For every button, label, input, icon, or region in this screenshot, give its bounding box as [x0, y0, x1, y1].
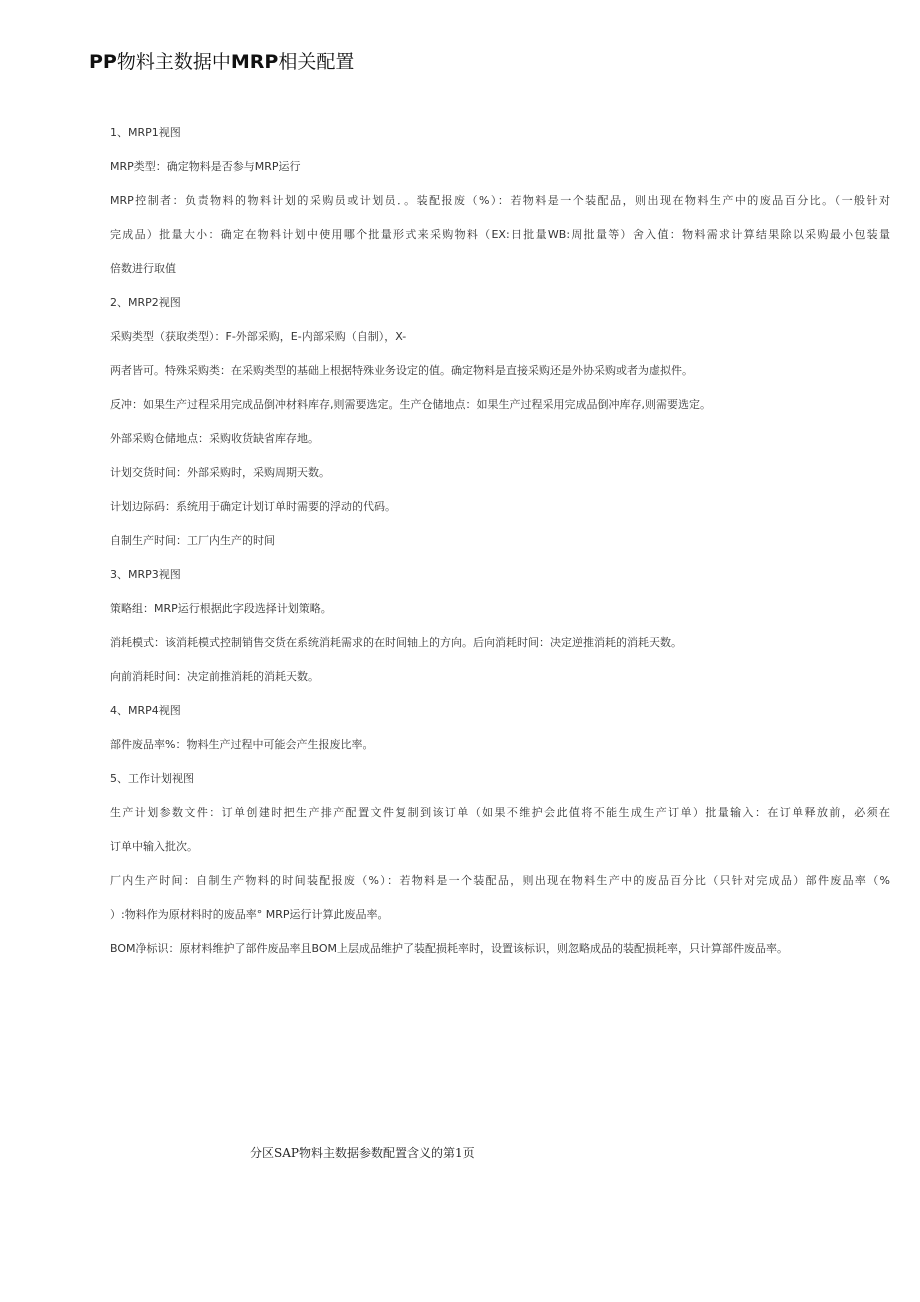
- paragraph-line: MRP类型：确定物料是否参与MRP运行: [110, 160, 301, 173]
- paragraph-line: ）:物料作为原材料时的废品率° MRP运行计算此废品率。: [110, 908, 389, 921]
- paragraph-line: MRP控制者：负责物料的物料计划的采购员或计划员．。装配报废（%）：若物料是一个装配品，则出现在物料生产中的废品百分比。（一般针对: [110, 194, 890, 207]
- paragraph-line: 订单中输入批次。: [110, 840, 198, 853]
- title-part-text-2: 相关配置: [278, 51, 355, 73]
- paragraph-line: 厂内生产时间：自制生产物料的时间装配报废（%）：若物料是一个装配品，则出现在物料生产中的废品百分比（只针对完成品）部件废品率（%: [110, 874, 890, 887]
- title-part-mrp: MRP: [230, 51, 279, 73]
- paragraph-line: 两者皆可。特殊采购类：在采购类型的基础上根据特殊业务设定的值。确定物料是直接采购还是外协采购或者为虚拟件。: [110, 364, 693, 377]
- paragraph-line: 外部采购仓储地点：采购收货缺省库存地。: [110, 432, 319, 445]
- paragraph-line: 向前消耗时间：决定前推消耗的消耗天数。: [110, 670, 319, 683]
- section-heading-work-plan: 5、工作计划视图: [110, 772, 194, 785]
- paragraph-line: 采购类型（获取类型）：F-外部采购，E-内部采购（自制），X-: [110, 330, 407, 343]
- page-footer: 分区SAP物料主数据参数配置含义的第1页: [250, 1146, 475, 1160]
- page-title: [89, 49, 354, 75]
- paragraph-line: 完成品）批量大小：确定在物料计划中使用哪个批量形式来采购物料（EX:日批量WB:周批量等）舍入值：物料需求计算结果除以采购最小包装量: [110, 228, 890, 241]
- paragraph-line: 反冲：如果生产过程采用完成品倒冲材料库存,则需要选定。生产仓储地点：如果生产过程采用完成品倒冲库存,则需要选定。: [110, 398, 711, 411]
- paragraph-line: 自制生产时间：工厂内生产的时间: [110, 534, 275, 547]
- section-heading-mrp2: 2、MRP2视图: [110, 296, 181, 309]
- paragraph-line: 策略组：MRP运行根据此字段选择计划策略。: [110, 602, 332, 615]
- title-part-text-1: 物料主数据中: [116, 51, 231, 73]
- paragraph-line: 消耗模式：该消耗模式控制销售交货在系统消耗需求的在时间轴上的方向。后向消耗时间：决定逆推消耗的消耗天数。: [110, 636, 682, 649]
- section-heading-mrp3: 3、MRP3视图: [110, 568, 181, 581]
- paragraph-line: BOM净标识：原材料维护了部件废品率且BOM上层成品维护了装配损耗率时，设置该标识，则忽略成品的装配损耗率，只计算部件废品率。: [110, 942, 788, 955]
- section-heading-mrp1: 1、MRP1视图: [110, 126, 181, 139]
- title-part-pp: PP: [89, 51, 117, 73]
- paragraph-line: 计划交货时间：外部采购时，采购周期天数。: [110, 466, 330, 479]
- paragraph-line: 计划边际码：系统用于确定计划订单时需要的浮动的代码。: [110, 500, 396, 513]
- paragraph-line: 部件废品率%：物料生产过程中可能会产生报废比率。: [110, 738, 374, 751]
- paragraph-line: 生产计划参数文件：订单创建时把生产排产配置文件复制到该订单（如果不维护会此值将不能生成生产订单）批量输入：在订单释放前，必须在: [110, 806, 890, 819]
- document-body: [110, 116, 890, 966]
- section-heading-mrp4: 4、MRP4视图: [110, 704, 181, 717]
- paragraph-line: 倍数进行取值: [110, 262, 176, 275]
